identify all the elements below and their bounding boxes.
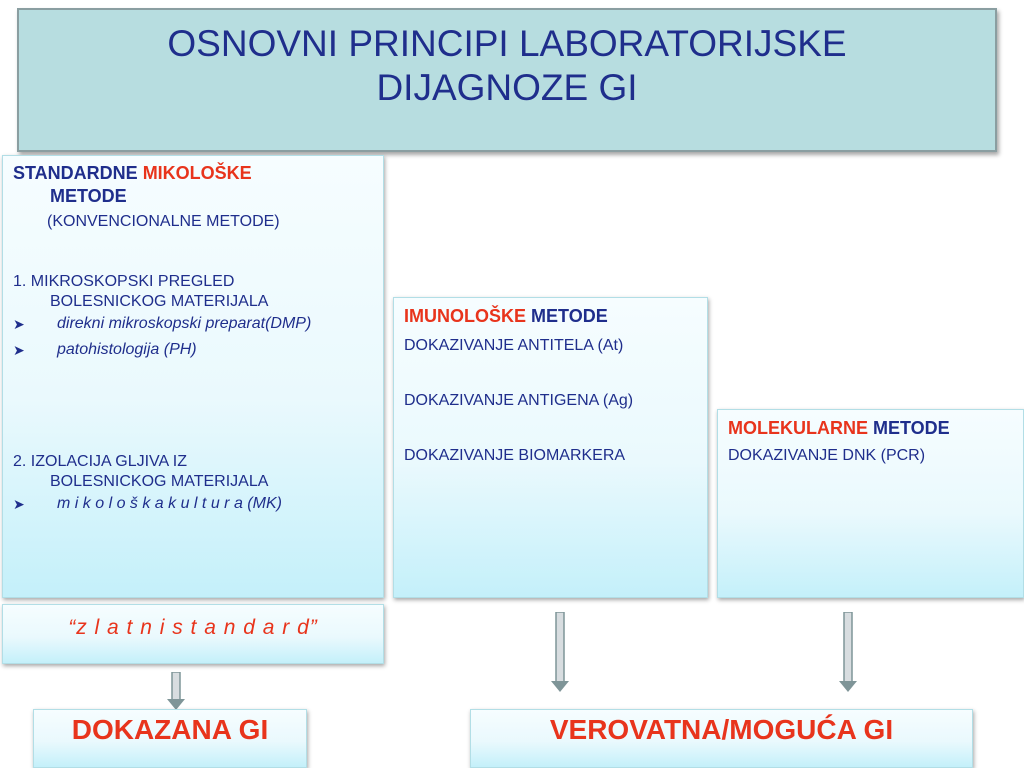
microscopy-heading: 1. MIKROSKOPSKI PREGLED	[13, 273, 235, 290]
immunological-heading	[404, 305, 697, 328]
arrow-bullet-icon: ➤	[13, 316, 25, 332]
culture-bullet-text: m i k o l o š k a k u l t u r a (MK)	[57, 495, 282, 512]
gold-standard-box: “z l a t n i s t a n d a r d”	[2, 604, 384, 664]
dmp-bullet-text: direkni mikroskopski preparat(DMP)	[57, 315, 312, 332]
mycological-methods-card	[2, 155, 384, 598]
probable-gi-box: VEROVATNA/MOGUĆA GI	[470, 709, 973, 768]
molecular-heading	[728, 417, 1013, 440]
molecular-heading-word: MOLEKULARNE	[728, 418, 868, 438]
isolation-heading-material: BOLESNICKOG MATERIJALA	[50, 473, 269, 490]
arrow-bullet-icon: ➤	[13, 496, 25, 512]
conventional-methods-subtitle: (KONVENCIONALNE METODE)	[47, 213, 280, 230]
slide-title	[17, 8, 997, 152]
arrow-bullet-icon: ➤	[13, 342, 25, 358]
microscopy-heading-material: BOLESNICKOG MATERIJALA	[50, 293, 269, 310]
ph-bullet-text: patohistologija (PH)	[57, 341, 197, 358]
title-line-1: OSNOVNI PRINCIPI LABORATORIJSKE	[167, 23, 847, 64]
down-arrow-icon	[838, 612, 858, 694]
antibody-detection: DOKAZIVANJE ANTITELA (At)	[404, 337, 624, 354]
title-line-2: DIJAGNOZE GI	[376, 67, 638, 108]
list-item	[13, 340, 373, 360]
list-item	[13, 494, 373, 514]
biomarker-detection: DOKAZIVANJE BIOMARKERA	[404, 447, 626, 464]
mycological-heading-mycological: MIKOLOŠKE	[142, 163, 252, 183]
mycological-heading-methods: METODE	[50, 186, 127, 206]
dna-detection: DOKAZIVANJE DNK (PCR)	[728, 447, 926, 464]
immunological-methods-card	[393, 297, 708, 598]
immunological-heading-word: IMUNOLOŠKE	[404, 306, 527, 326]
isolation-heading: 2. IZOLACIJA GLJIVA IZ	[13, 453, 187, 470]
list-item	[13, 314, 373, 334]
molecular-heading-methods: METODE	[873, 418, 950, 438]
down-arrow-icon	[166, 672, 186, 712]
immunological-heading-methods: METODE	[531, 306, 608, 326]
down-arrow-icon	[550, 612, 570, 694]
proven-gi-box: DOKAZANA GI	[33, 709, 307, 768]
mycological-heading-standard: STANDARDNE	[13, 163, 138, 183]
mycological-heading	[13, 162, 373, 185]
molecular-methods-card	[717, 409, 1024, 598]
antigen-detection: DOKAZIVANJE ANTIGENA (Ag)	[404, 392, 634, 409]
